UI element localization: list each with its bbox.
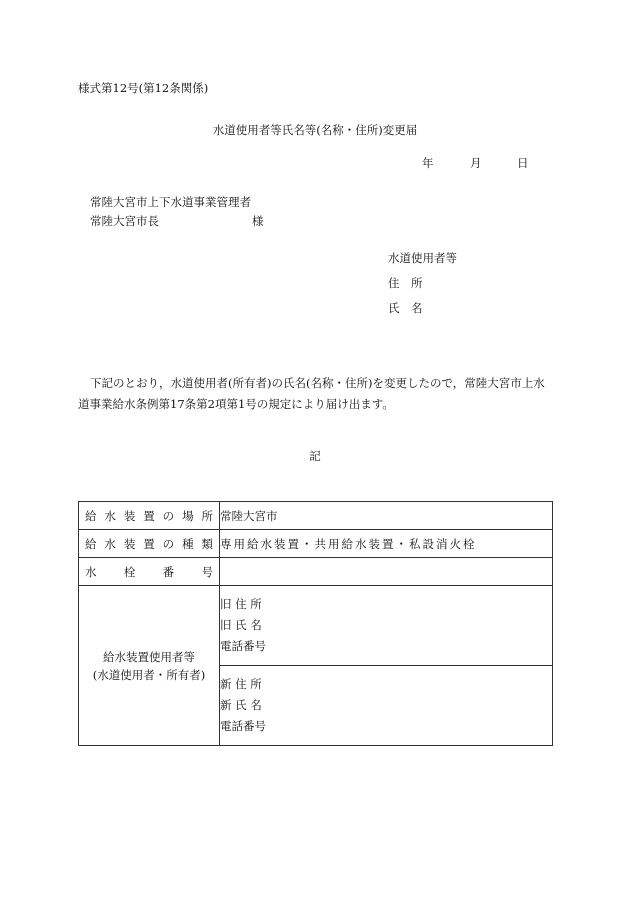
table-row-type [79,530,553,558]
type-label: 給水装置の種類 [85,536,213,551]
type-label-cell [79,530,220,558]
applicant-name-label: 氏 名 [388,301,423,315]
hydrant-label: 水栓番号 [85,564,213,579]
user-label-cell [79,586,220,746]
location-label-cell [79,502,220,530]
old-address-label: 旧 住 所 [220,597,262,611]
detail-table [78,501,553,746]
user-label-line2: (水道使用者・所有者) [92,667,206,682]
ki-heading: 記 [309,449,321,463]
form-title: 水道使用者等氏名等(名称・住所)変更届 [212,123,418,137]
old-name-label: 旧 氏 名 [220,618,262,632]
hydrant-label-cell [79,558,220,586]
new-name-label: 新 氏 名 [220,698,262,712]
table-row-hydrant [79,558,553,586]
type-value: 専用給水装置・共用給水装置・私設消火栓 [220,530,553,558]
applicant-title: 水道使用者等 [388,251,457,265]
body-text: 下記のとおり，水道使用者(所有者)の氏名(名称・住所)を変更したので，常陸大宮市上水道事業給水条例第17条第2項第1号の規定により届け出ます。 [78,376,545,411]
addressee-line1: 常陸大宮市上下水道事業管理者 [90,195,251,209]
applicant-address-label: 住 所 [388,276,423,290]
location-label: 給水装置の場所 [85,508,213,523]
hydrant-value [220,558,553,586]
old-phone-label: 電話番号 [220,639,266,653]
new-phone-label: 電話番号 [220,719,266,733]
user-label-line1: 給水装置使用者等 [103,649,195,664]
table-row-location [79,502,553,530]
location-value: 常陸大宮市 [220,502,553,530]
addressee-honorific: 様 [252,214,264,228]
new-info-cell [220,666,553,746]
table-row-user-old [79,586,553,666]
date-year-label: 年 [422,156,434,170]
date-day-label: 日 [517,156,529,170]
addressee-line2: 常陸大宮市長 [90,214,159,228]
old-info-cell [220,586,553,666]
date-month-label: 月 [470,156,482,170]
form-number: 様式第12号(第12条関係) [78,81,209,95]
new-address-label: 新 住 所 [220,677,262,691]
